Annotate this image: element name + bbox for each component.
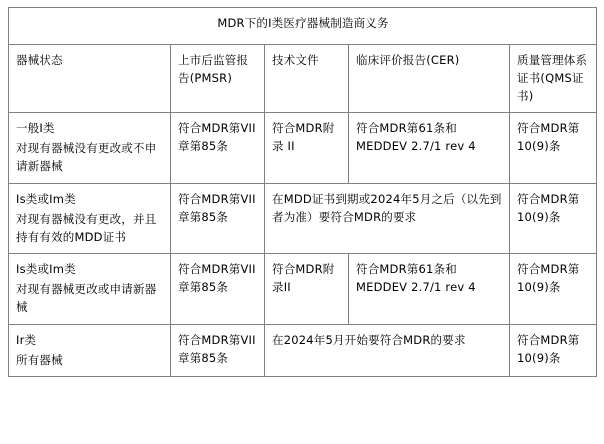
status-class: Is类或Im类 (16, 191, 76, 206)
cell-technical-file: 符合MDR附录 II (265, 113, 349, 183)
cell-status (9, 254, 171, 324)
table-header-row (9, 45, 597, 113)
table-title-row (9, 8, 597, 45)
status-class: 一般I类 (16, 121, 55, 136)
cell-pmsr: 符合MDR第VII章第85条 (171, 113, 265, 183)
cell-pmsr: 符合MDR第VII章第85条 (171, 324, 265, 377)
document-page (0, 7, 604, 444)
mdr-obligations-table (8, 7, 597, 377)
column-header-cer: 临床评价报告(CER) (349, 45, 510, 113)
cell-qms: 符合MDR第10(9)条 (510, 183, 597, 253)
cell-cer: 符合MDR第61条和MEDDEV 2.7/1 rev 4 (349, 113, 510, 183)
column-header-pmsr: 上市后监管报告(PMSR) (171, 45, 265, 113)
cell-status (9, 113, 171, 183)
status-detail: 所有器械 (16, 352, 63, 367)
column-header-status: 器械状态 (9, 45, 171, 113)
status-class: Ir类 (16, 332, 37, 347)
cell-pmsr: 符合MDR第VII章第85条 (171, 254, 265, 324)
table-title: MDR下的I类医疗器械制造商义务 (9, 8, 597, 45)
column-header-qms: 质量管理体系证书(QMS证书) (510, 45, 597, 113)
table-row (9, 183, 597, 253)
table-row (9, 324, 597, 377)
cell-status (9, 183, 171, 253)
cell-qms: 符合MDR第10(9)条 (510, 113, 597, 183)
status-detail: 对现有器械没有更改或不申请新器械 (16, 141, 157, 174)
cell-cer: 符合MDR第61条和MEDDEV 2.7/1 rev 4 (349, 254, 510, 324)
cell-pmsr: 符合MDR第VII章第85条 (171, 183, 265, 253)
cell-technical-file: 符合MDR附录II (265, 254, 349, 324)
cell-qms: 符合MDR第10(9)条 (510, 324, 597, 377)
column-header-technical-file: 技术文件 (265, 45, 349, 113)
cell-qms: 符合MDR第10(9)条 (510, 254, 597, 324)
table-row (9, 254, 597, 324)
status-detail: 对现有器械没有更改，并且持有有效的MDD证书 (16, 211, 157, 244)
cell-cer: 在MDD证书到期或2024年5月之后（以先到者为准）要符合MDR的要求 (265, 183, 510, 253)
cell-cer: 在2024年5月开始要符合MDR的要求 (265, 324, 510, 377)
status-class: Is类或Im类 (16, 262, 76, 277)
status-detail: 对现有器械更改或申请新器械 (16, 282, 157, 314)
table-row (9, 113, 597, 183)
cell-status (9, 324, 171, 377)
